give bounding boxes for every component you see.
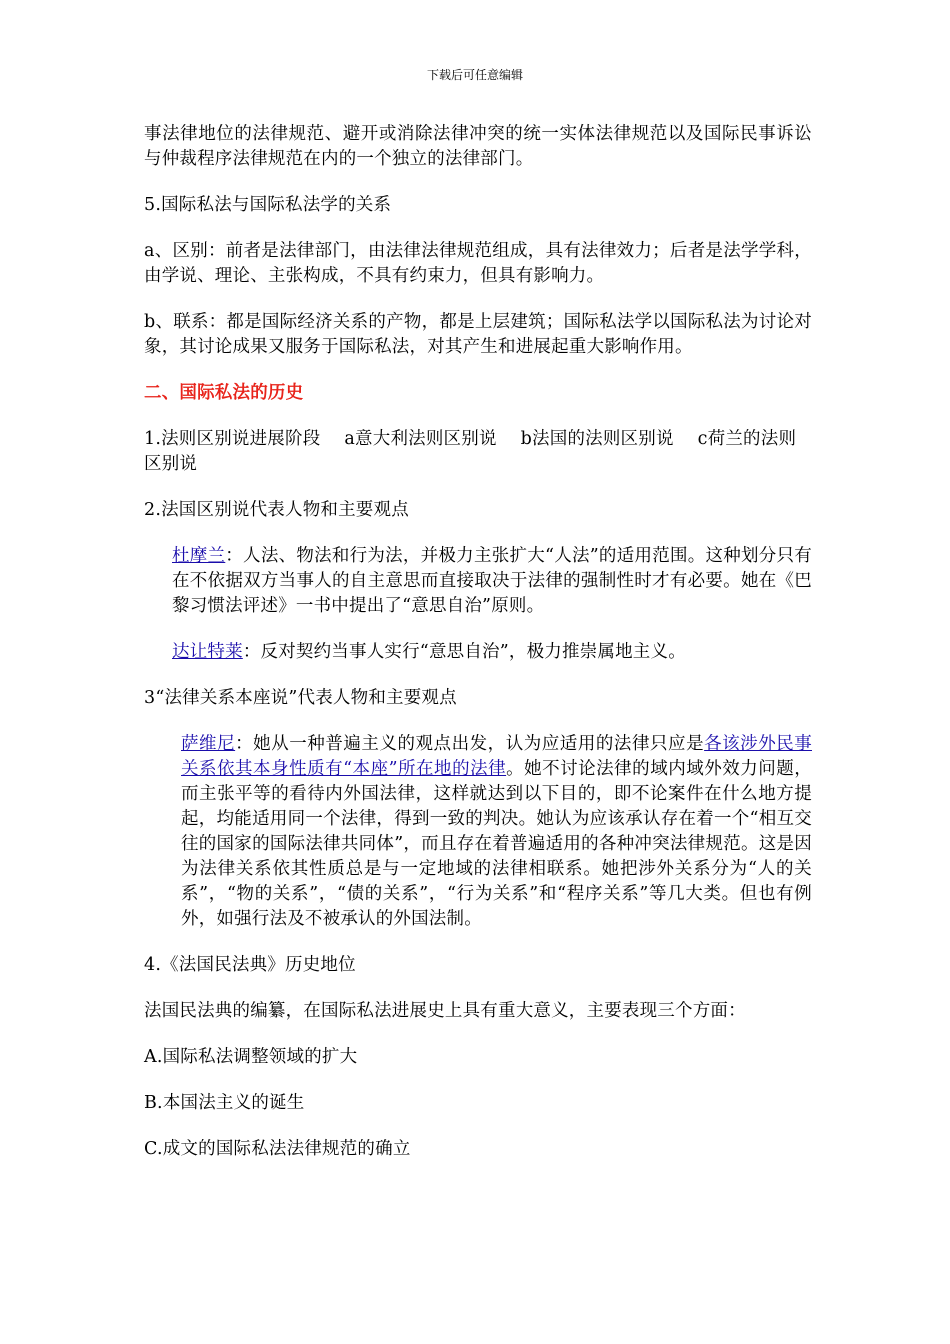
paragraph-dargentre	[144, 640, 812, 665]
savigny-text-2: 。她不讨论法律的域内域外效力问题，而主张平等的看待内外国法律，这样就达到以下目的，即不论案件在什么地方提起，均能适用同一个法律，得到一致的判决。她认为应该承认存在着一个“相互交往的国家的国际法律共同体”，而且存在着普遍适用的各种冲突法律规范。这是因为法律关系依其性质总是与一定地域的法律相联系。她把涉外关系分为“人的关系”，“物的关系”，“债的关系”，“行为关系”和“程序关系”等几大类。但也有例外，如强行法及不被承认的外国法制。	[181, 759, 812, 929]
heading-3: 3“法律关系本座说”代表人物和主要观点	[144, 688, 457, 708]
page-header: 下载后可任意编辑	[426, 68, 523, 82]
link-dumoulin[interactable]: 杜摩兰	[172, 546, 226, 566]
list-item-b: B.本国法主义的诞生	[144, 1093, 305, 1113]
paragraph-stages	[144, 427, 812, 477]
paragraph-intro: 事法律地位的法律规范、避开或消除法律冲突的统一实体法律规范以及国际民事诉讼与仲裁程序法律规范在内的一个独立的法律部门。	[144, 124, 812, 169]
stage-italy: a意大利法则区别说	[344, 429, 497, 449]
heading-5: 5.国际私法与国际私法学的关系	[144, 195, 392, 215]
paragraph-connection: b、联系：都是国际经济关系的产物，都是上层建筑；国际私法学以国际私法为讨论对象，其讨论成果又服务于国际私法，对其产生和进展起重大影响作用。	[144, 312, 812, 357]
stages-label: 1.法则区别说进展阶段	[144, 429, 321, 449]
link-dargentre[interactable]: 达让特莱	[172, 642, 243, 662]
paragraph-savigny	[144, 732, 812, 932]
savigny-text-1: ：她从一种普遍主义的观点出发，认为应适用的法律只应是	[235, 734, 705, 754]
stage-netherlands: c荷兰的法则区别说	[144, 429, 797, 474]
dumoulin-text: ：人法、物法和行为法，并极力主张扩大“人法”的适用范围。这种划分只有在不依据双方当事人的自主意思而直接取决于法律的强制性时才有必要。她在《巴黎习惯法评述》一书中提出了“意思自治”原则。	[172, 546, 812, 616]
heading-4: 4.《法国民法典》历史地位	[144, 955, 356, 975]
stage-france: b法国的法则区别说	[520, 429, 674, 449]
link-seat-of-relation[interactable]: 各该涉外民事关系依其本身性质有“本座”所在地的法律	[181, 734, 812, 779]
dargentre-text: ：反对契约当事人实行“意思自治”，极力推崇属地主义。	[242, 642, 686, 662]
list-item-c: C.成文的国际私法法律规范的确立	[144, 1139, 411, 1159]
section-title-history: 二、国际私法的历史	[144, 383, 304, 403]
list-item-a: A.国际私法调整领域的扩大	[144, 1047, 358, 1067]
paragraph-code-civil: 法国民法典的编纂，在国际私法进展史上具有重大意义，主要表现三个方面：	[144, 1001, 746, 1021]
paragraph-difference: a、区别：前者是法律部门，由法律法律规范组成，具有法律效力；后者是法学学科，由学说、理论、主张构成，不具有约束力，但具有影响力。	[144, 241, 812, 286]
link-savigny[interactable]: 萨维尼	[181, 734, 236, 754]
document-body	[144, 122, 812, 1183]
heading-2: 2.法国区别说代表人物和主要观点	[144, 500, 409, 520]
paragraph-dumoulin	[144, 544, 812, 619]
